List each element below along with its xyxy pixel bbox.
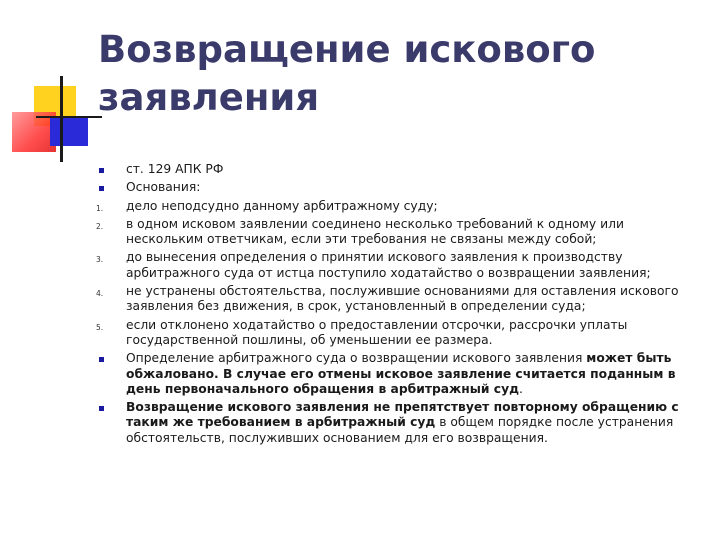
slide-title (98, 26, 698, 122)
item-text: если отклонено ходатайство о предоставлении отсрочки, рассрочки уплаты государственной пошлины, об уменьшении ее размера. (126, 317, 628, 347)
item-text: дело неподсудно данному арбитражному суду; (126, 198, 438, 213)
title-line-2: заявления (98, 76, 320, 119)
blue-square (50, 118, 88, 146)
list-item (96, 351, 698, 397)
list-item (96, 250, 698, 281)
bold-text: Возвращение искового заявления не препятствует повторному обращению с таким же требованием в арбитражный суд (126, 400, 679, 430)
bold-text: может быть обжаловано. В случае его отмены исковое заявление считается поданным в день первоначального обращения в арбитражный суд (126, 351, 676, 396)
list-number: 2. (96, 221, 104, 231)
list-item (96, 318, 698, 349)
vertical-line (60, 76, 63, 162)
list-number: 4. (96, 289, 104, 299)
list-number: 1. (96, 203, 104, 213)
item-text: не устранены обстоятельства, послужившие основаниями для оставления искового заявления без движения, в срок, установленный в определении суда; (126, 284, 679, 314)
item-text: . (519, 381, 523, 396)
item-text: Основания: (126, 180, 201, 195)
list-number: 5. (96, 322, 104, 332)
content-list (96, 162, 698, 449)
item-text: в одном исковом заявлении соединено несколько требований к одному или нескольким ответчикам, если эти требования не связаны между собой; (126, 216, 624, 247)
list-item (96, 180, 698, 195)
item-text: Определение арбитражного суда о возвращении искового заявления (126, 351, 587, 366)
list-item (96, 162, 698, 177)
list-item (96, 199, 698, 214)
title-line-1: Возвращение искового (98, 28, 596, 71)
list-item (96, 217, 698, 248)
list-number: 3. (96, 255, 104, 265)
item-text: в общем порядке после устранения обстоятельств, послуживших основанием для его возвращения. (126, 415, 674, 445)
item-text: до вынесения определения о принятии искового заявления к производству арбитражного суда от истца поступило ходатайство о возвращении заявления; (126, 250, 651, 280)
item-text: ст. 129 АПК РФ (126, 162, 224, 176)
horizontal-line (36, 116, 102, 118)
list-item (96, 284, 698, 315)
list-item (96, 400, 698, 446)
